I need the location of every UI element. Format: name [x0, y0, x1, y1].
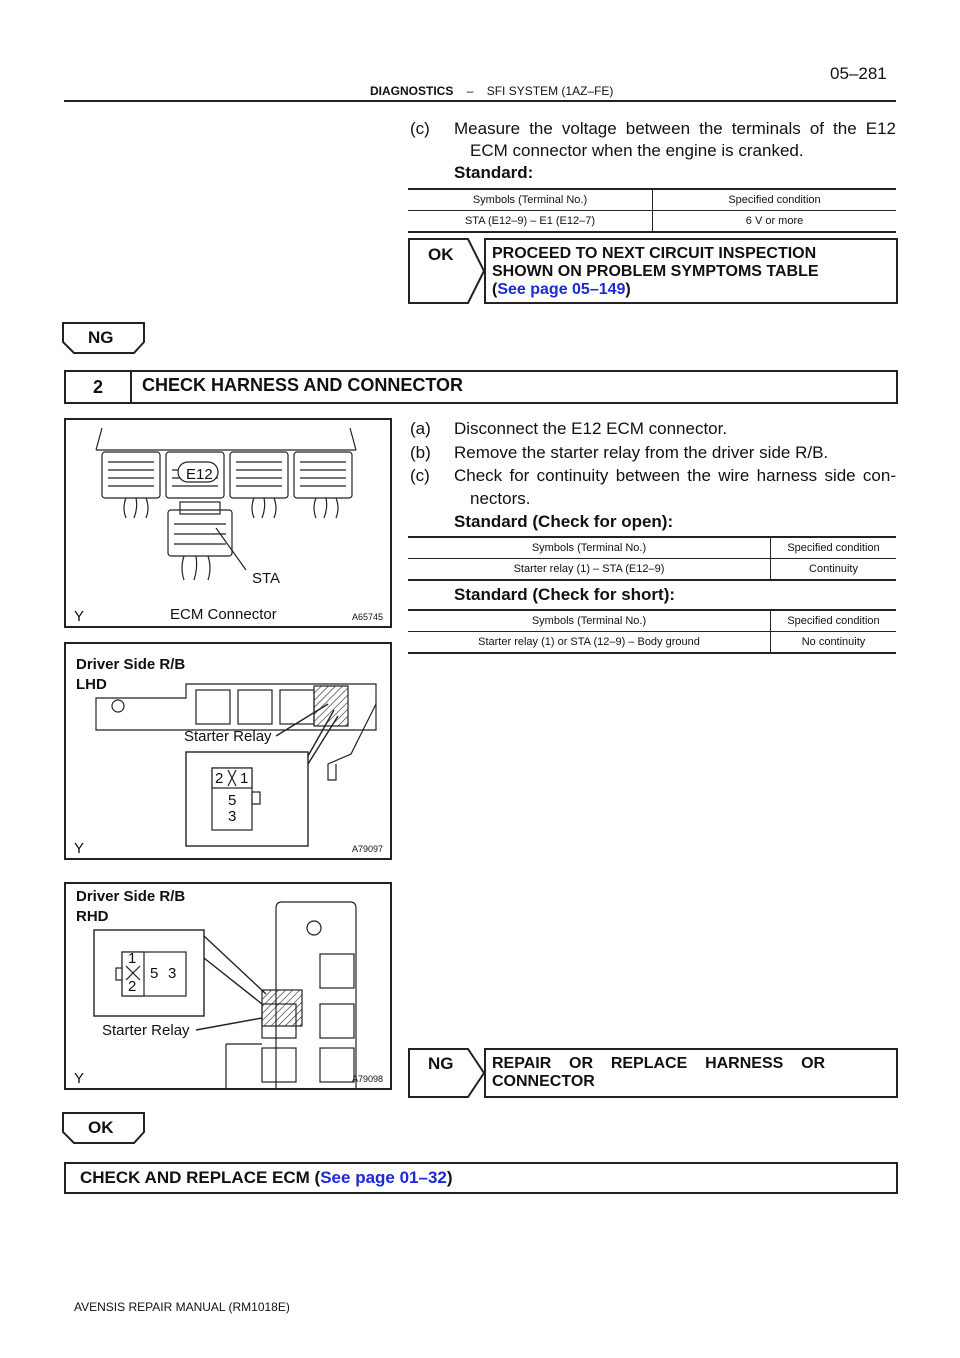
header-section: DIAGNOSTICS [370, 84, 454, 98]
header-subsection: SFI SYSTEM (1AZ–FE) [486, 84, 614, 98]
item-c-line1: Check for continuity between the wire harness side con- [454, 466, 896, 485]
standard-short-label: Standard (Check for short): [454, 585, 676, 604]
rb-rhd-title-line1: Driver Side R/B [76, 888, 186, 905]
relay-pin-1: 1 [128, 950, 137, 967]
item-b-text: Remove the starter relay from the driver side R/B. [454, 443, 829, 462]
table-row [408, 559, 896, 581]
corner-mark: Y [74, 608, 85, 625]
rb-lhd-title-line1: Driver Side R/B [76, 656, 186, 673]
item-a-text: Disconnect the E12 ECM connector. [454, 419, 728, 438]
relay-pin-3: 3 [228, 808, 237, 825]
relay-pin-2: 2 [128, 978, 137, 995]
see-page-01-32-link[interactable]: See page 01–32 [320, 1168, 447, 1187]
ng-line2: CONNECTOR [492, 1073, 595, 1090]
table-cell: Starter relay (1) or STA (12–9) – Body ground [408, 632, 771, 654]
ok-line2: SHOWN ON PROBLEM SYMPTOMS TABLE [492, 263, 819, 280]
step-c-line2: ECM connector when the engine is cranked. [470, 141, 804, 160]
standard-open-label: Standard (Check for open): [454, 512, 674, 531]
short-spec-table [408, 609, 896, 654]
paren-open: ( [492, 281, 498, 298]
rb-rhd-drawing [66, 884, 390, 1088]
table-cell: STA (E12–9) – E1 (E12–7) [408, 211, 653, 233]
voltage-spec-table [408, 188, 896, 233]
table-cell: No continuity [771, 632, 897, 654]
header-separator: – [466, 84, 474, 98]
open-spec-table [408, 536, 896, 581]
step-title: CHECK HARNESS AND CONNECTOR [142, 375, 464, 395]
relay-pin-3: 3 [168, 965, 177, 982]
step-2-header [64, 370, 898, 404]
table-header-row [408, 537, 896, 559]
paren-close: ) [625, 281, 631, 298]
final-step-text [80, 1168, 453, 1188]
figure-code: A65745 [352, 612, 384, 622]
step-c-line1: Measure the voltage between the terminals of the E12 [454, 119, 896, 138]
item-c-label: (c) [410, 466, 430, 485]
final-step-box [64, 1162, 898, 1194]
rb-lhd-figure [64, 642, 392, 860]
manual-footer: AVENSIS REPAIR MANUAL (RM1018E) [74, 1300, 290, 1314]
table-cell: Continuity [771, 559, 897, 581]
ng-tag-label: NG [428, 1054, 454, 1073]
rb-lhd-drawing [66, 644, 390, 858]
item-a-label: (a) [410, 419, 431, 438]
table-header-cell: Symbols (Terminal No.) [408, 610, 771, 632]
see-page-05-149-link[interactable]: See page 05–149 [497, 281, 626, 298]
sta-pin-label: STA [252, 570, 281, 587]
table-header-row [408, 189, 896, 211]
ok-line3 [492, 281, 631, 298]
starter-relay-label: Starter Relay [102, 1022, 190, 1039]
table-header-cell: Symbols (Terminal No.) [408, 189, 653, 211]
table-cell: 6 V or more [653, 211, 897, 233]
figure-caption: ECM Connector [170, 606, 277, 623]
table-header-cell: Specified condition [771, 537, 897, 559]
table-row [408, 211, 896, 233]
item-c-line2: nectors. [470, 489, 531, 508]
page-number: 05–281 [830, 64, 887, 83]
rb-rhd-figure [64, 882, 392, 1090]
standard-label: Standard: [454, 163, 534, 182]
header-rule [64, 100, 896, 102]
ng-arrow-label: NG [88, 328, 114, 347]
relay-pin-2: 2 [215, 770, 224, 787]
table-row [408, 632, 896, 654]
relay-pin-5: 5 [150, 965, 159, 982]
figure-code: A79098 [352, 1074, 384, 1084]
corner-mark: Y [74, 1070, 85, 1087]
relay-pin-5: 5 [228, 792, 237, 809]
ok-arrow-label: OK [88, 1118, 114, 1137]
final-text-before: CHECK AND REPLACE ECM ( [80, 1168, 321, 1187]
ok-tag-label: OK [428, 245, 454, 264]
running-header [370, 84, 613, 98]
e12-connector-label: E12 [186, 466, 213, 483]
step-number: 2 [66, 372, 132, 402]
table-header-row [408, 610, 896, 632]
rb-rhd-title-line2: RHD [76, 908, 109, 925]
table-header-cell: Specified condition [653, 189, 897, 211]
relay-pin-1: 1 [240, 770, 249, 787]
figure-code: A79097 [352, 844, 384, 854]
ok-line1: PROCEED TO NEXT CIRCUIT INSPECTION [492, 245, 817, 262]
starter-relay-label: Starter Relay [184, 728, 272, 745]
item-b-label: (b) [410, 443, 431, 462]
ng-line1: REPAIR OR REPLACE HARNESS OR [492, 1055, 826, 1072]
table-cell: Starter relay (1) – STA (E12–9) [408, 559, 771, 581]
step-c-label: (c) [410, 119, 430, 138]
ecm-connector-drawing [66, 420, 390, 626]
table-header-cell: Symbols (Terminal No.) [408, 537, 771, 559]
corner-mark: Y [74, 840, 85, 857]
ecm-connector-figure [64, 418, 392, 628]
final-text-after: ) [446, 1168, 453, 1187]
table-header-cell: Specified condition [771, 610, 897, 632]
rb-lhd-title-line2: LHD [76, 676, 107, 693]
